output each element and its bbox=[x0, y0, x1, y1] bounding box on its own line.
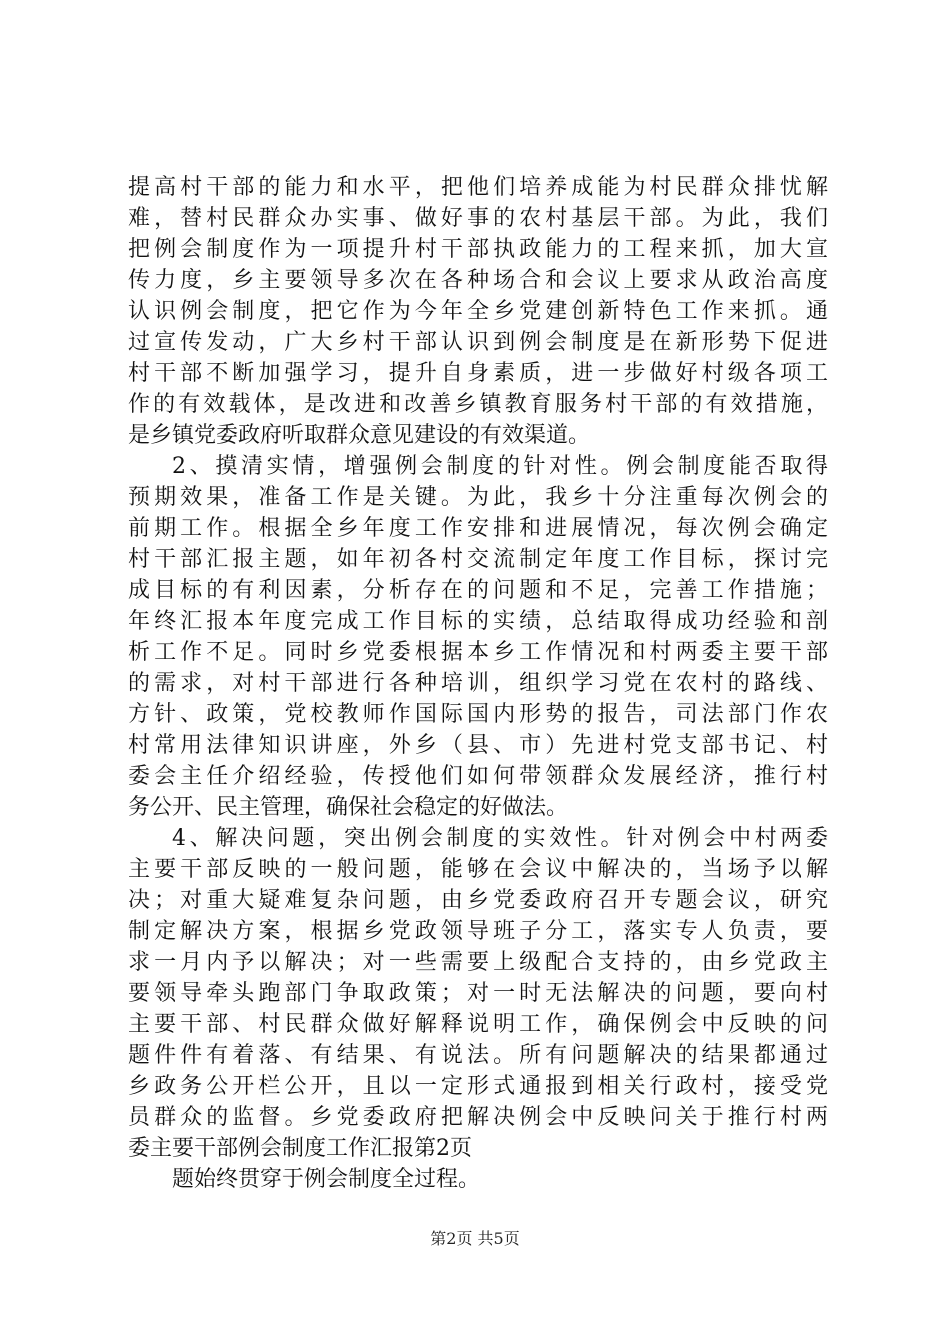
text-line: 委会主任介绍经验，传授他们如何带领群众发展经济，推行村 bbox=[128, 764, 828, 789]
text-line: 提高村干部的能力和水平，把他们培养成能为村民群众排忧解 bbox=[128, 175, 828, 200]
text-line: 村干部汇报主题，如年初各村交流制定年度工作目标，探讨完 bbox=[128, 547, 828, 572]
text-line: 决；对重大疑难复杂问题，由乡党委政府召开专题会议，研究 bbox=[128, 888, 828, 913]
text-line: 务公开、民主管理，确保社会稳定的好做法。 bbox=[128, 795, 569, 820]
text-line: 4、解决问题，突出例会制度的实效性。针对例会中村两委 bbox=[172, 826, 828, 851]
text-line: 是乡镇党委政府听取群众意见建设的有效渠道。 bbox=[128, 423, 591, 448]
text-line: 的需求，对村干部进行各种培训，组织学习党在农村的路线、 bbox=[128, 671, 828, 696]
text-line: 要领导牵头跑部门争取政策；对一时无法解决的问题，要向村 bbox=[128, 981, 828, 1006]
text-line: 方针、政策，党校教师作国际国内形势的报告，司法部门作农 bbox=[128, 702, 828, 727]
text-line: 主要干部反映的一般问题，能够在会议中解决的，当场予以解 bbox=[128, 857, 828, 882]
text-line: 制定解决方案，根据乡党政领导班子分工，落实专人负责，要 bbox=[128, 919, 828, 944]
text-line: 预期效果，准备工作是关键。为此，我乡十分注重每次例会的 bbox=[128, 485, 828, 510]
text-line: 主要干部、村民群众做好解释说明工作，确保例会中反映的问 bbox=[128, 1012, 828, 1037]
text-line: 传力度，乡主要领导多次在各种场合和会议上要求从政治高度 bbox=[128, 268, 828, 293]
text-line: 员群众的监督。乡党委政府把解决例会中反映问关于推行村两 bbox=[128, 1105, 828, 1130]
text-line: 题件件有着落、有结果、有说法。所有问题解决的结果都通过 bbox=[128, 1043, 828, 1068]
text-line: 过宣传发动，广大乡村干部认识到例会制度是在新形势下促进 bbox=[128, 330, 828, 355]
text-line: 2、摸清实情，增强例会制度的针对性。例会制度能否取得 bbox=[172, 454, 828, 479]
page-footer: 第2页 共5页 bbox=[430, 1229, 520, 1248]
text-line: 认识例会制度，把它作为今年全乡党建创新特色工作来抓。通 bbox=[128, 299, 828, 324]
text-line: 年终汇报本年度完成工作目标的实绩，总结取得成功经验和剖 bbox=[128, 609, 828, 634]
text-line: 求一月内予以解决；对一些需要上级配合支持的，由乡党政主 bbox=[128, 950, 828, 975]
text-line: 村常用法律知识讲座，外乡（县、市）先进村党支部书记、村 bbox=[128, 733, 828, 758]
text-line: 作的有效载体，是改进和改善乡镇教育服务村干部的有效措施， bbox=[128, 392, 828, 417]
text-line: 析工作不足。同时乡党委根据本乡工作情况和村两委主要干部 bbox=[128, 640, 828, 665]
body-text bbox=[128, 172, 828, 1195]
text-line: 成目标的有利因素，分析存在的问题和不足，完善工作措施； bbox=[128, 578, 828, 603]
text-line: 村干部不断加强学习，提升自身素质，进一步做好村级各项工 bbox=[128, 361, 828, 386]
text-line: 前期工作。根据全乡年度工作安排和进展情况，每次例会确定 bbox=[128, 516, 828, 541]
text-line: 把例会制度作为一项提升村干部执政能力的工程来抓，加大宣 bbox=[128, 237, 828, 262]
text-line: 题始终贯穿于例会制度全过程。 bbox=[172, 1167, 481, 1192]
text-line: 乡政务公开栏公开，且以一定形式通报到相关行政村，接受党 bbox=[128, 1074, 828, 1099]
text-line: 难，替村民群众办实事、做好事的农村基层干部。为此，我们 bbox=[128, 206, 828, 231]
text-line: 委主要干部例会制度工作汇报第2页 bbox=[128, 1136, 472, 1161]
